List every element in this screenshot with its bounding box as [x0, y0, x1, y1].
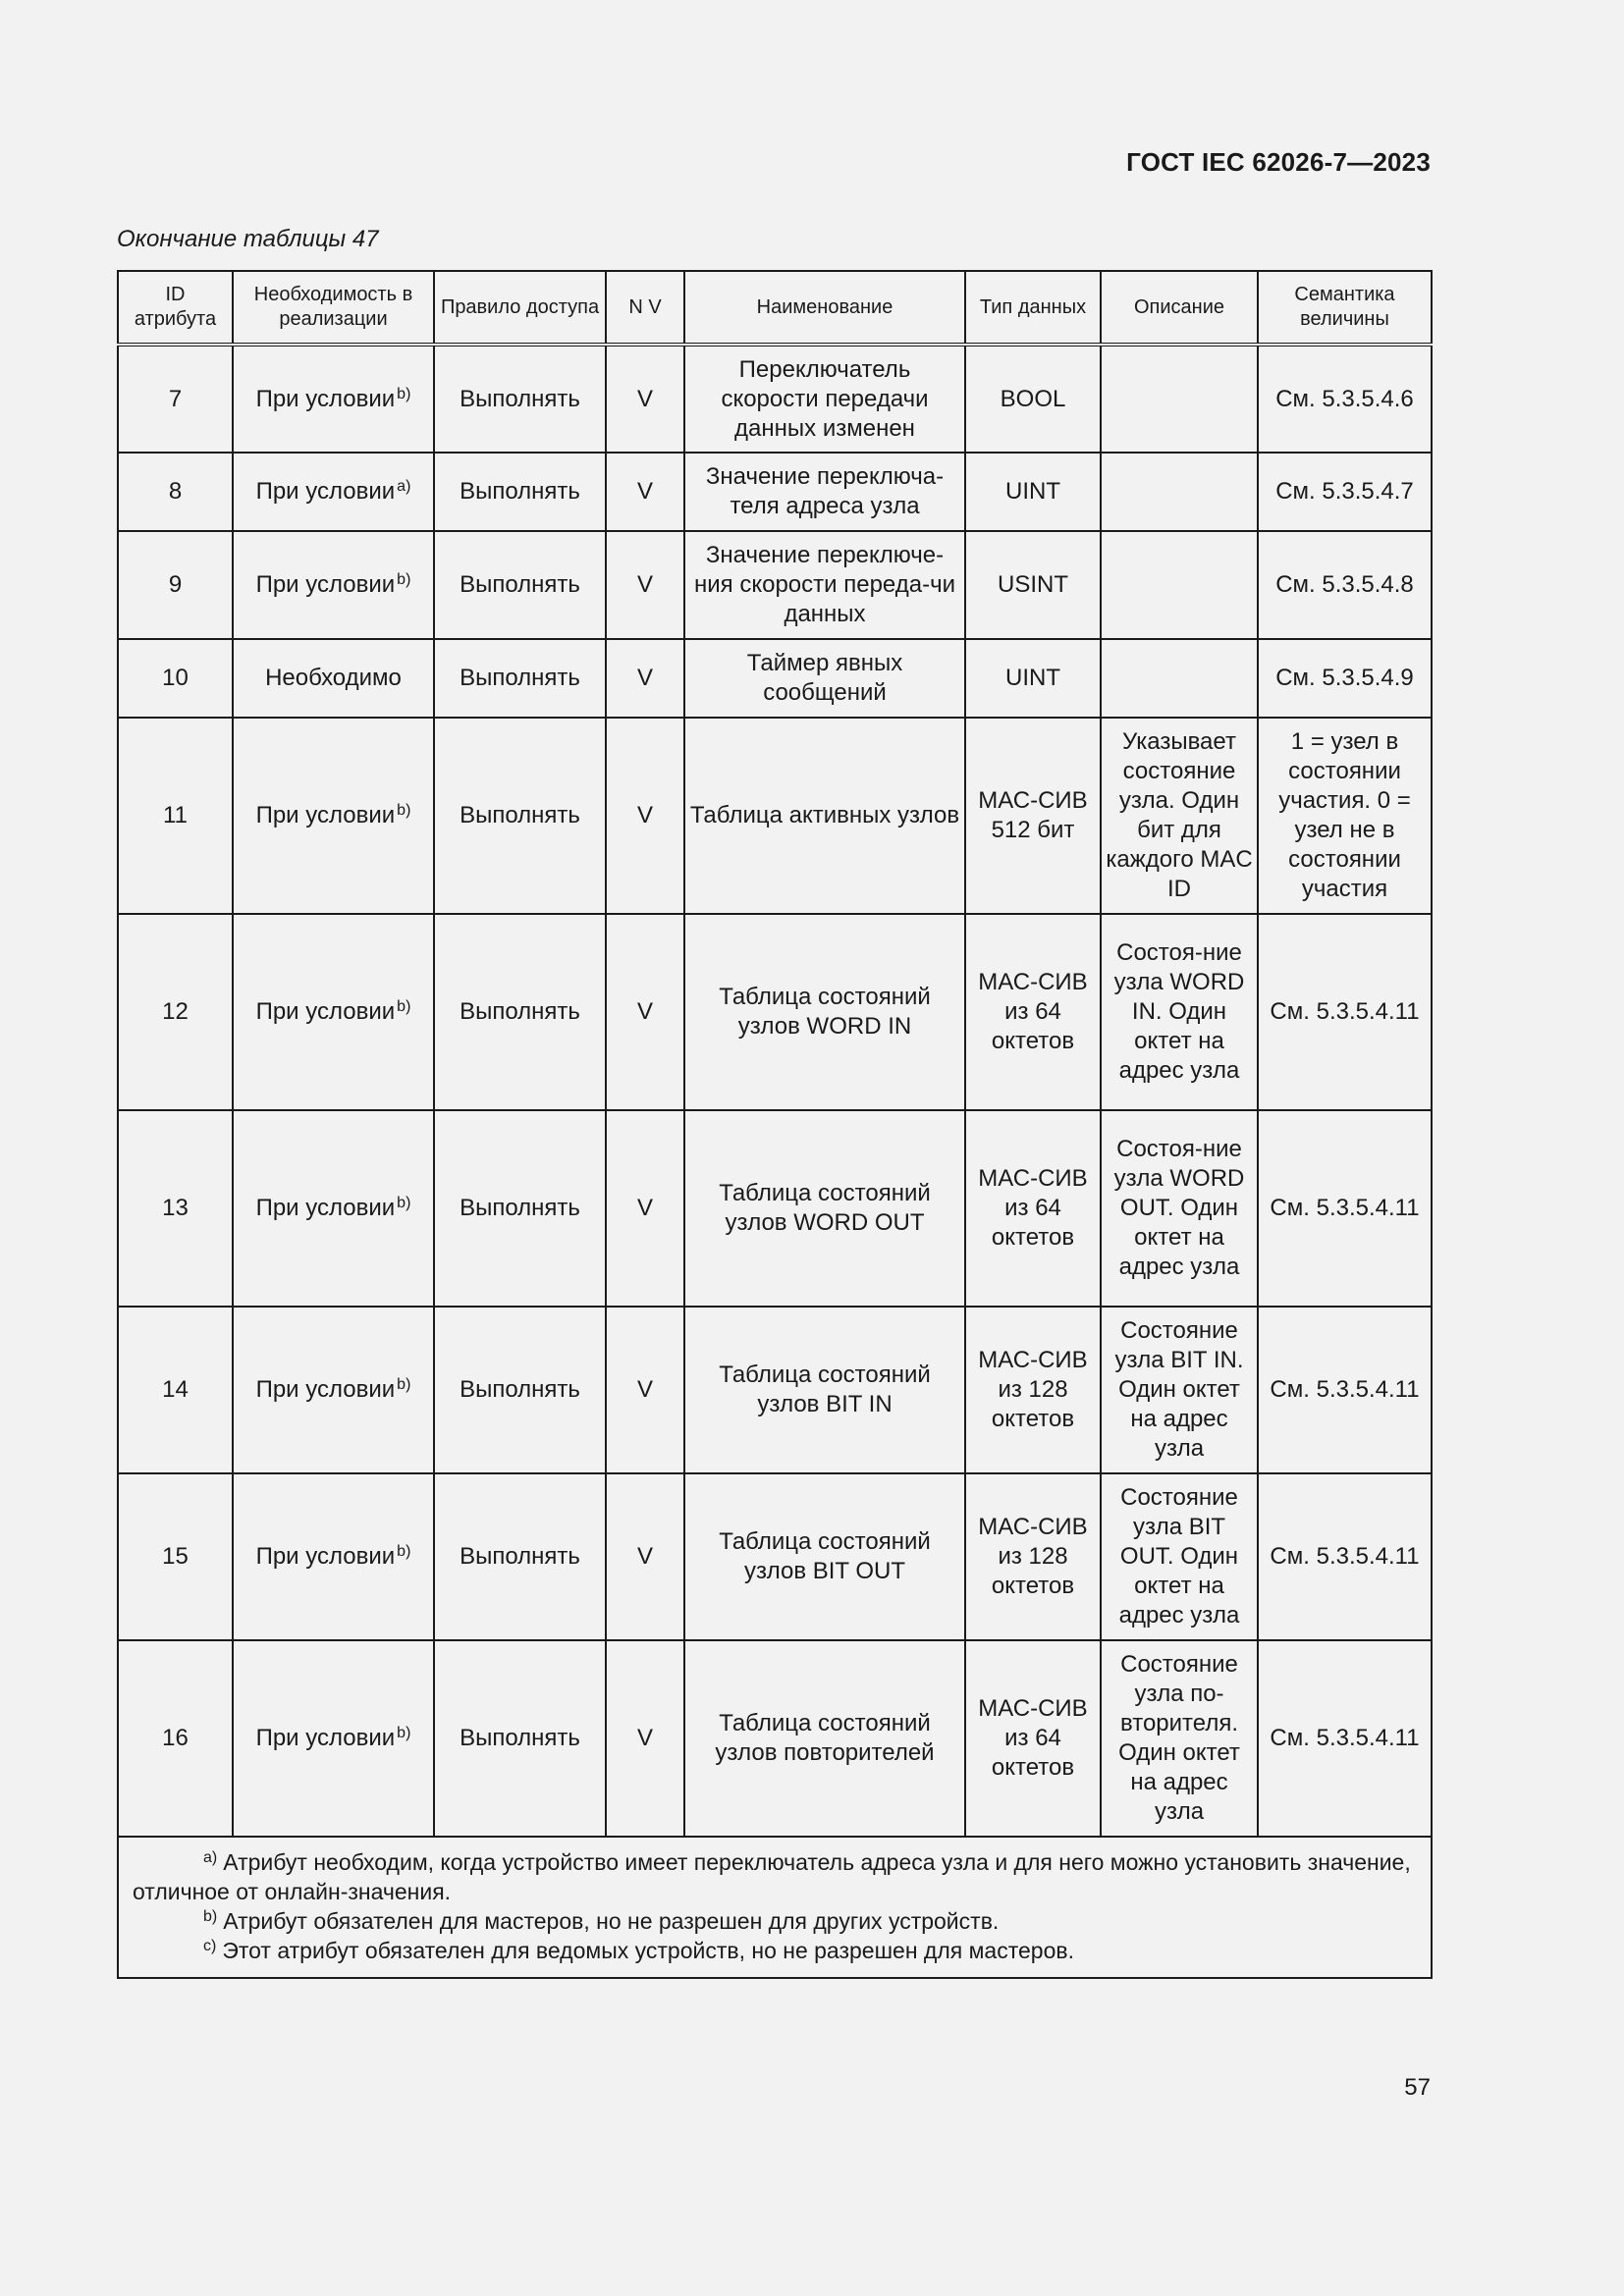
cell-nv-text: V	[636, 665, 653, 691]
cell-sem-text: См. 5.3.5.4.11	[1270, 1195, 1420, 1221]
cell-type	[965, 345, 1101, 453]
cell-desc	[1101, 1473, 1258, 1640]
cell-name-text: Таблица состояний узлов WORD OUT	[719, 1180, 931, 1236]
table-body	[118, 345, 1432, 1837]
cell-desc-text: Состояние узла BIT IN. Один октет на адрес узла	[1114, 1317, 1244, 1462]
cell-id-text: 8	[168, 478, 183, 505]
cell-need-text: При условии	[255, 998, 396, 1025]
table-notes	[118, 1837, 1432, 1978]
cell-need-text: При условии	[255, 1725, 396, 1751]
cell-nv-text: V	[636, 998, 653, 1025]
cell-id-text: 13	[162, 1195, 189, 1221]
note-a-mark: a)	[203, 1849, 218, 1866]
note-b-mark: b)	[203, 1908, 218, 1925]
cell-name-text: Таблица состояний узлов WORD IN	[719, 984, 931, 1040]
cell-access-text: Выполнять	[460, 802, 580, 828]
note-c-text: Этот атрибут обязателен для ведомых устройств, но не разрешен для мастеров.	[222, 1938, 1074, 1963]
cell-access-text: Выполнять	[460, 1543, 580, 1570]
cell-sem-text: См. 5.3.5.4.11	[1270, 1376, 1420, 1403]
cell-nv-text: V	[636, 1376, 653, 1403]
cell-desc	[1101, 639, 1258, 718]
cell-nv-text: V	[636, 1195, 653, 1221]
footnote-mark: a)	[397, 478, 411, 495]
cell-name	[684, 531, 965, 639]
table-row	[118, 718, 1432, 914]
cell-need-text: При условии	[255, 1195, 396, 1221]
cell-need	[233, 453, 434, 531]
cell-id-text: 15	[162, 1543, 189, 1570]
attributes-table	[117, 270, 1433, 1979]
cell-type-text: МАС-СИВ из 64 октетов	[978, 1695, 1088, 1781]
cell-desc	[1101, 914, 1258, 1110]
cell-access-text: Выполнять	[460, 665, 580, 691]
cell-desc	[1101, 1110, 1258, 1307]
col-header-need: Необходимость в реализации	[233, 271, 434, 345]
cell-type	[965, 453, 1101, 531]
footnote-mark: b)	[397, 571, 411, 588]
cell-name-text: Таблица состояний узлов BIT OUT	[719, 1528, 931, 1584]
cell-name	[684, 914, 965, 1110]
cell-name-text: Таблица состояний узлов повторителей	[715, 1710, 935, 1766]
cell-id-text: 9	[168, 571, 183, 598]
cell-type	[965, 1473, 1101, 1640]
col-header-desc: Описание	[1101, 271, 1258, 345]
cell-nv	[606, 345, 684, 453]
cell-desc-text: Состояние узла по-вторителя. Один октет на адрес узла	[1118, 1651, 1240, 1825]
cell-id	[118, 1307, 233, 1473]
footnote-mark: b)	[397, 802, 411, 819]
table-row	[118, 345, 1432, 453]
cell-desc-text: Состояние узла BIT OUT. Один октет на адрес узла	[1118, 1484, 1240, 1629]
table-row	[118, 1307, 1432, 1473]
table-row	[118, 453, 1432, 531]
cell-type	[965, 1640, 1101, 1837]
page-number: 57	[1404, 2074, 1431, 2101]
cell-id	[118, 345, 233, 453]
footnote-mark: b)	[397, 1725, 411, 1741]
cell-type-text: МАС-СИВ из 128 октетов	[978, 1347, 1088, 1432]
cell-id	[118, 1110, 233, 1307]
cell-access-text: Выполнять	[460, 998, 580, 1025]
cell-id-text: 16	[162, 1725, 189, 1751]
cell-type-text: МАС-СИВ из 64 октетов	[978, 969, 1088, 1054]
cell-access	[434, 531, 606, 639]
cell-nv-text: V	[636, 478, 653, 505]
cell-nv	[606, 531, 684, 639]
cell-nv-text: V	[636, 1725, 653, 1751]
cell-id	[118, 531, 233, 639]
cell-sem	[1258, 1307, 1432, 1473]
cell-need	[233, 531, 434, 639]
cell-desc	[1101, 531, 1258, 639]
cell-name	[684, 1473, 965, 1640]
cell-sem-text: См. 5.3.5.4.11	[1270, 1543, 1420, 1570]
cell-desc	[1101, 1307, 1258, 1473]
cell-need-text: Необходимо	[265, 665, 402, 691]
cell-sem	[1258, 345, 1432, 453]
cell-sem	[1258, 1473, 1432, 1640]
footnote-mark: b)	[397, 385, 411, 402]
cell-need	[233, 1110, 434, 1307]
cell-type	[965, 914, 1101, 1110]
cell-access-text: Выполнять	[460, 1195, 580, 1221]
cell-need-text: При условии	[255, 1376, 396, 1403]
cell-name-text: Таймер явных сообщений	[746, 650, 903, 706]
table-row	[118, 531, 1432, 639]
cell-access	[434, 914, 606, 1110]
table-caption: Окончание таблицы 47	[117, 226, 379, 252]
cell-name	[684, 1640, 965, 1837]
cell-type	[965, 531, 1101, 639]
cell-nv	[606, 1640, 684, 1837]
cell-need	[233, 718, 434, 914]
cell-type	[965, 718, 1101, 914]
cell-desc	[1101, 345, 1258, 453]
cell-access	[434, 639, 606, 718]
col-header-id: ID атрибута	[118, 271, 233, 345]
cell-id	[118, 914, 233, 1110]
notes-row	[118, 1837, 1432, 1978]
note-a-text: Атрибут необходим, когда устройство имеет переключатель адреса узла и для него можно установить значение, отличное от онлайн-значения.	[133, 1849, 1411, 1904]
cell-id	[118, 453, 233, 531]
cell-nv	[606, 718, 684, 914]
cell-need	[233, 639, 434, 718]
cell-desc	[1101, 453, 1258, 531]
cell-access	[434, 1110, 606, 1307]
cell-name-text: Таблица активных узлов	[689, 802, 960, 828]
cell-access	[434, 453, 606, 531]
cell-sem	[1258, 718, 1432, 914]
table-row	[118, 1110, 1432, 1307]
cell-nv	[606, 914, 684, 1110]
cell-type	[965, 639, 1101, 718]
cell-desc-text: Состоя-ние узла WORD IN. Один октет на адрес узла	[1113, 939, 1245, 1084]
note-b	[133, 1906, 1417, 1936]
cell-sem	[1258, 639, 1432, 718]
cell-id	[118, 1640, 233, 1837]
cell-access	[434, 1307, 606, 1473]
cell-sem	[1258, 531, 1432, 639]
cell-nv-text: V	[636, 1543, 653, 1570]
cell-desc	[1101, 1640, 1258, 1837]
col-header-type: Тип данных	[965, 271, 1101, 345]
footnote-mark: b)	[397, 1195, 411, 1211]
cell-need	[233, 1307, 434, 1473]
cell-need-text: При условии	[255, 478, 396, 505]
cell-sem-text: См. 5.3.5.4.11	[1270, 1725, 1420, 1751]
cell-need	[233, 1640, 434, 1837]
cell-need	[233, 914, 434, 1110]
table-row	[118, 914, 1432, 1110]
cell-need-text: При условии	[255, 571, 396, 598]
cell-name	[684, 345, 965, 453]
cell-nv	[606, 1110, 684, 1307]
cell-nv-text: V	[636, 802, 653, 828]
cell-nv	[606, 639, 684, 718]
cell-access	[434, 345, 606, 453]
cell-id-text: 14	[162, 1376, 189, 1403]
note-c	[133, 1936, 1417, 1965]
cell-name	[684, 1110, 965, 1307]
cell-desc	[1101, 718, 1258, 914]
table-row	[118, 1640, 1432, 1837]
cell-access	[434, 718, 606, 914]
cell-access-text: Выполнять	[460, 478, 580, 505]
cell-need	[233, 1473, 434, 1640]
table-header-row	[118, 271, 1432, 345]
cell-type-text: МАС-СИВ из 128 октетов	[978, 1514, 1088, 1599]
cell-access-text: Выполнять	[460, 1725, 580, 1751]
cell-type-text: МАС-СИВ из 64 октетов	[978, 1165, 1088, 1251]
cell-name-text: Значение переключа-теля адреса узла	[705, 463, 945, 519]
cell-id-text: 10	[162, 665, 189, 691]
footnote-mark: b)	[397, 998, 411, 1015]
cell-type-text: UINT	[1005, 665, 1060, 691]
cell-name-text: Переключатель скорости передачи данных изменен	[721, 355, 929, 442]
cell-access-text: Выполнять	[460, 571, 580, 598]
cell-id-text: 12	[162, 998, 189, 1025]
cell-need-text: При условии	[255, 385, 396, 412]
cell-sem-text: 1 = узел в состоянии участия. 0 = узел не в состоянии участия	[1278, 728, 1411, 902]
cell-sem-text: См. 5.3.5.4.11	[1270, 998, 1420, 1025]
cell-type	[965, 1307, 1101, 1473]
document-header: ГОСТ IEC 62026-7—2023	[1126, 147, 1431, 177]
col-header-sem: Семантика величины	[1258, 271, 1432, 345]
cell-desc-text: Состоя-ние узла WORD OUT. Один октет на адрес узла	[1113, 1136, 1245, 1280]
cell-sem-text: См. 5.3.5.4.9	[1275, 665, 1414, 691]
col-header-access: Правило доступа	[434, 271, 606, 345]
cell-name	[684, 453, 965, 531]
cell-access-text: Выполнять	[460, 385, 580, 412]
cell-access	[434, 1473, 606, 1640]
cell-type-text: UINT	[1005, 478, 1060, 505]
cell-name	[684, 1307, 965, 1473]
cell-sem	[1258, 453, 1432, 531]
col-header-nv: N V	[606, 271, 684, 345]
cell-nv-text: V	[636, 385, 653, 412]
note-a	[133, 1847, 1417, 1906]
cell-type-text: BOOL	[1000, 385, 1066, 412]
cell-id	[118, 639, 233, 718]
cell-id	[118, 1473, 233, 1640]
cell-nv	[606, 453, 684, 531]
cell-sem	[1258, 1640, 1432, 1837]
cell-nv	[606, 1307, 684, 1473]
cell-desc-text: Указывает состояние узла. Один бит для каждого MAC ID	[1106, 728, 1253, 902]
cell-name-text: Значение переключе-ния скорости переда-чи данных	[694, 542, 955, 627]
cell-name	[684, 639, 965, 718]
cell-type-text: USINT	[998, 571, 1068, 598]
cell-need	[233, 345, 434, 453]
cell-sem-text: См. 5.3.5.4.7	[1275, 478, 1414, 505]
cell-sem-text: См. 5.3.5.4.8	[1275, 571, 1414, 598]
cell-type-text: МАС-СИВ 512 бит	[978, 787, 1088, 843]
cell-name	[684, 718, 965, 914]
footnote-mark: b)	[397, 1543, 411, 1560]
cell-nv	[606, 1473, 684, 1640]
cell-id-text: 11	[163, 802, 188, 828]
cell-need-text: При условии	[255, 802, 396, 828]
cell-name-text: Таблица состояний узлов BIT IN	[719, 1362, 931, 1417]
cell-sem	[1258, 1110, 1432, 1307]
cell-id-text: 7	[168, 385, 183, 412]
cell-need-text: При условии	[255, 1543, 396, 1570]
table-row	[118, 639, 1432, 718]
cell-sem	[1258, 914, 1432, 1110]
footnote-mark: b)	[397, 1376, 411, 1393]
cell-sem-text: См. 5.3.5.4.6	[1275, 385, 1414, 412]
cell-nv-text: V	[636, 571, 653, 598]
note-b-text: Атрибут обязателен для мастеров, но не разрешен для других устройств.	[223, 1908, 1000, 1934]
cell-id	[118, 718, 233, 914]
col-header-name: Наименование	[684, 271, 965, 345]
cell-access	[434, 1640, 606, 1837]
cell-type	[965, 1110, 1101, 1307]
note-c-mark: c)	[203, 1938, 217, 1954]
table-row	[118, 1473, 1432, 1640]
cell-access-text: Выполнять	[460, 1376, 580, 1403]
